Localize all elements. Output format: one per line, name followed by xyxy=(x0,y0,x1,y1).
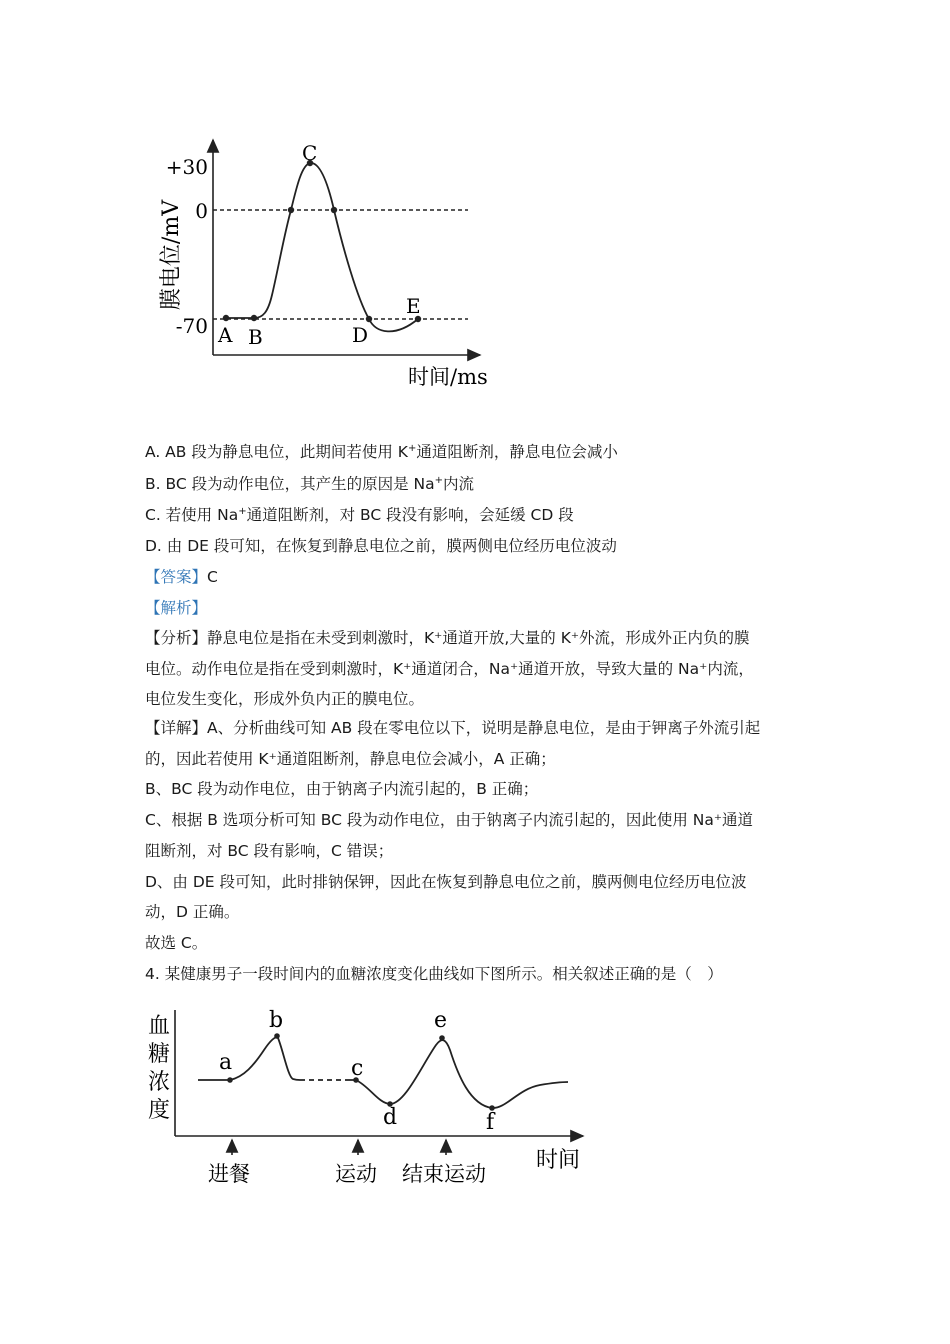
y-label-char-4: 度 xyxy=(148,1098,171,1123)
detail-line-1: 【详解】A、分析曲线可知 AB 段在零电位以下，说明是静息电位，是由于钾离子外流引起 xyxy=(145,719,761,737)
potential-curve xyxy=(226,163,418,331)
label-c: c xyxy=(351,1056,364,1081)
label-A: A xyxy=(218,323,233,347)
y-axis-label: 膜电位/mV xyxy=(159,199,184,311)
point-a xyxy=(227,1077,233,1083)
detail-line-8: 故选 C。 xyxy=(145,934,208,952)
label-b: b xyxy=(269,1008,284,1033)
analysis-line-2: 电位。动作电位是指在受到刺激时，K⁺通道闭合，Na⁺通道开放，导致大量的 Na⁺内流， xyxy=(145,660,754,678)
y-label-char-1: 血 xyxy=(148,1014,171,1039)
point-b xyxy=(274,1033,280,1039)
glucose-curve-exercise xyxy=(345,1040,568,1108)
label-d: d xyxy=(383,1105,398,1130)
zero-cross-up xyxy=(288,207,294,213)
label-f: f xyxy=(486,1110,495,1135)
option-c: C. 若使用 Na+通道阻断剂，对 BC 段没有影响，会延缓 CD 段 xyxy=(145,505,574,524)
option-a: A. AB 段为静息电位，此期间若使用 K+通道阻断剂，静息电位会减小 xyxy=(145,442,618,461)
label-E: E xyxy=(406,294,421,318)
tick-zero: 0 xyxy=(195,199,208,223)
glucose-curve-meal xyxy=(198,1037,300,1080)
event-meal: 进餐 xyxy=(208,1162,250,1186)
option-d: D. 由 DE 段可知，在恢复到静息电位之前，膜两侧电位经历电位波动 xyxy=(145,537,617,555)
label-e: e xyxy=(434,1008,448,1033)
detail-line-6: D、由 DE 段可知，此时排钠保钾，因此在恢复到静息电位之前，膜两侧电位经历电位波 xyxy=(145,873,747,891)
tick-minus70: -70 xyxy=(175,314,208,338)
y-label-char-2: 糖 xyxy=(148,1042,171,1067)
analysis-line-3: 电位发生变化，形成外负内正的膜电位。 xyxy=(145,690,425,708)
question-4 xyxy=(145,964,723,984)
analysis-line-1: 【分析】静息电位是指在未受到刺激时，K⁺通道开放,大量的 K⁺外流，形成外正内负的膜 xyxy=(145,629,750,647)
point-e xyxy=(439,1035,445,1041)
membrane-potential-figure xyxy=(150,130,510,400)
option-b: B. BC 段为动作电位，其产生的原因是 Na+内流 xyxy=(145,474,475,493)
detail-line-2: 的，因此若使用 K⁺通道阻断剂，静息电位会减小，A 正确； xyxy=(145,750,556,768)
label-a: a xyxy=(219,1050,233,1075)
question-number: 4. xyxy=(145,965,160,983)
x-axis-label: 时间/ms xyxy=(408,365,488,389)
point-B xyxy=(251,315,257,321)
tick-plus30: +30 xyxy=(165,155,208,179)
point-A xyxy=(223,315,229,321)
detail-line-3: B、BC 段为动作电位，由于钠离子内流引起的，B 正确； xyxy=(145,780,539,798)
answer-value: C xyxy=(207,568,218,586)
detail-line-5: 阻断剂，对 BC 段有影响，C 错误； xyxy=(145,842,394,860)
answer-label: 【答案】 xyxy=(145,568,208,586)
label-C: C xyxy=(302,141,318,165)
blood-glucose-figure xyxy=(140,1005,600,1205)
zero-cross-down xyxy=(331,207,337,213)
label-B: B xyxy=(248,325,263,349)
event-end-exercise: 结束运动 xyxy=(402,1162,486,1186)
x-axis-label: 时间 xyxy=(536,1148,581,1173)
y-label-char-3: 浓 xyxy=(148,1070,171,1095)
analysis-label: 【解析】 xyxy=(145,599,208,617)
answer-line xyxy=(145,567,218,587)
detail-line-4: C、根据 B 选项分析可知 BC 段为动作电位，由于钠离子内流引起的，因此使用 Na⁺通道 xyxy=(145,811,754,829)
event-exercise: 运动 xyxy=(335,1162,377,1186)
label-D: D xyxy=(352,323,369,347)
detail-line-7: 动，D 正确。 xyxy=(145,903,240,921)
point-D xyxy=(366,316,372,322)
question-text: 某健康男子一段时间内的血糖浓度变化曲线如下图所示。相关叙述正确的是（ ） xyxy=(164,965,723,983)
